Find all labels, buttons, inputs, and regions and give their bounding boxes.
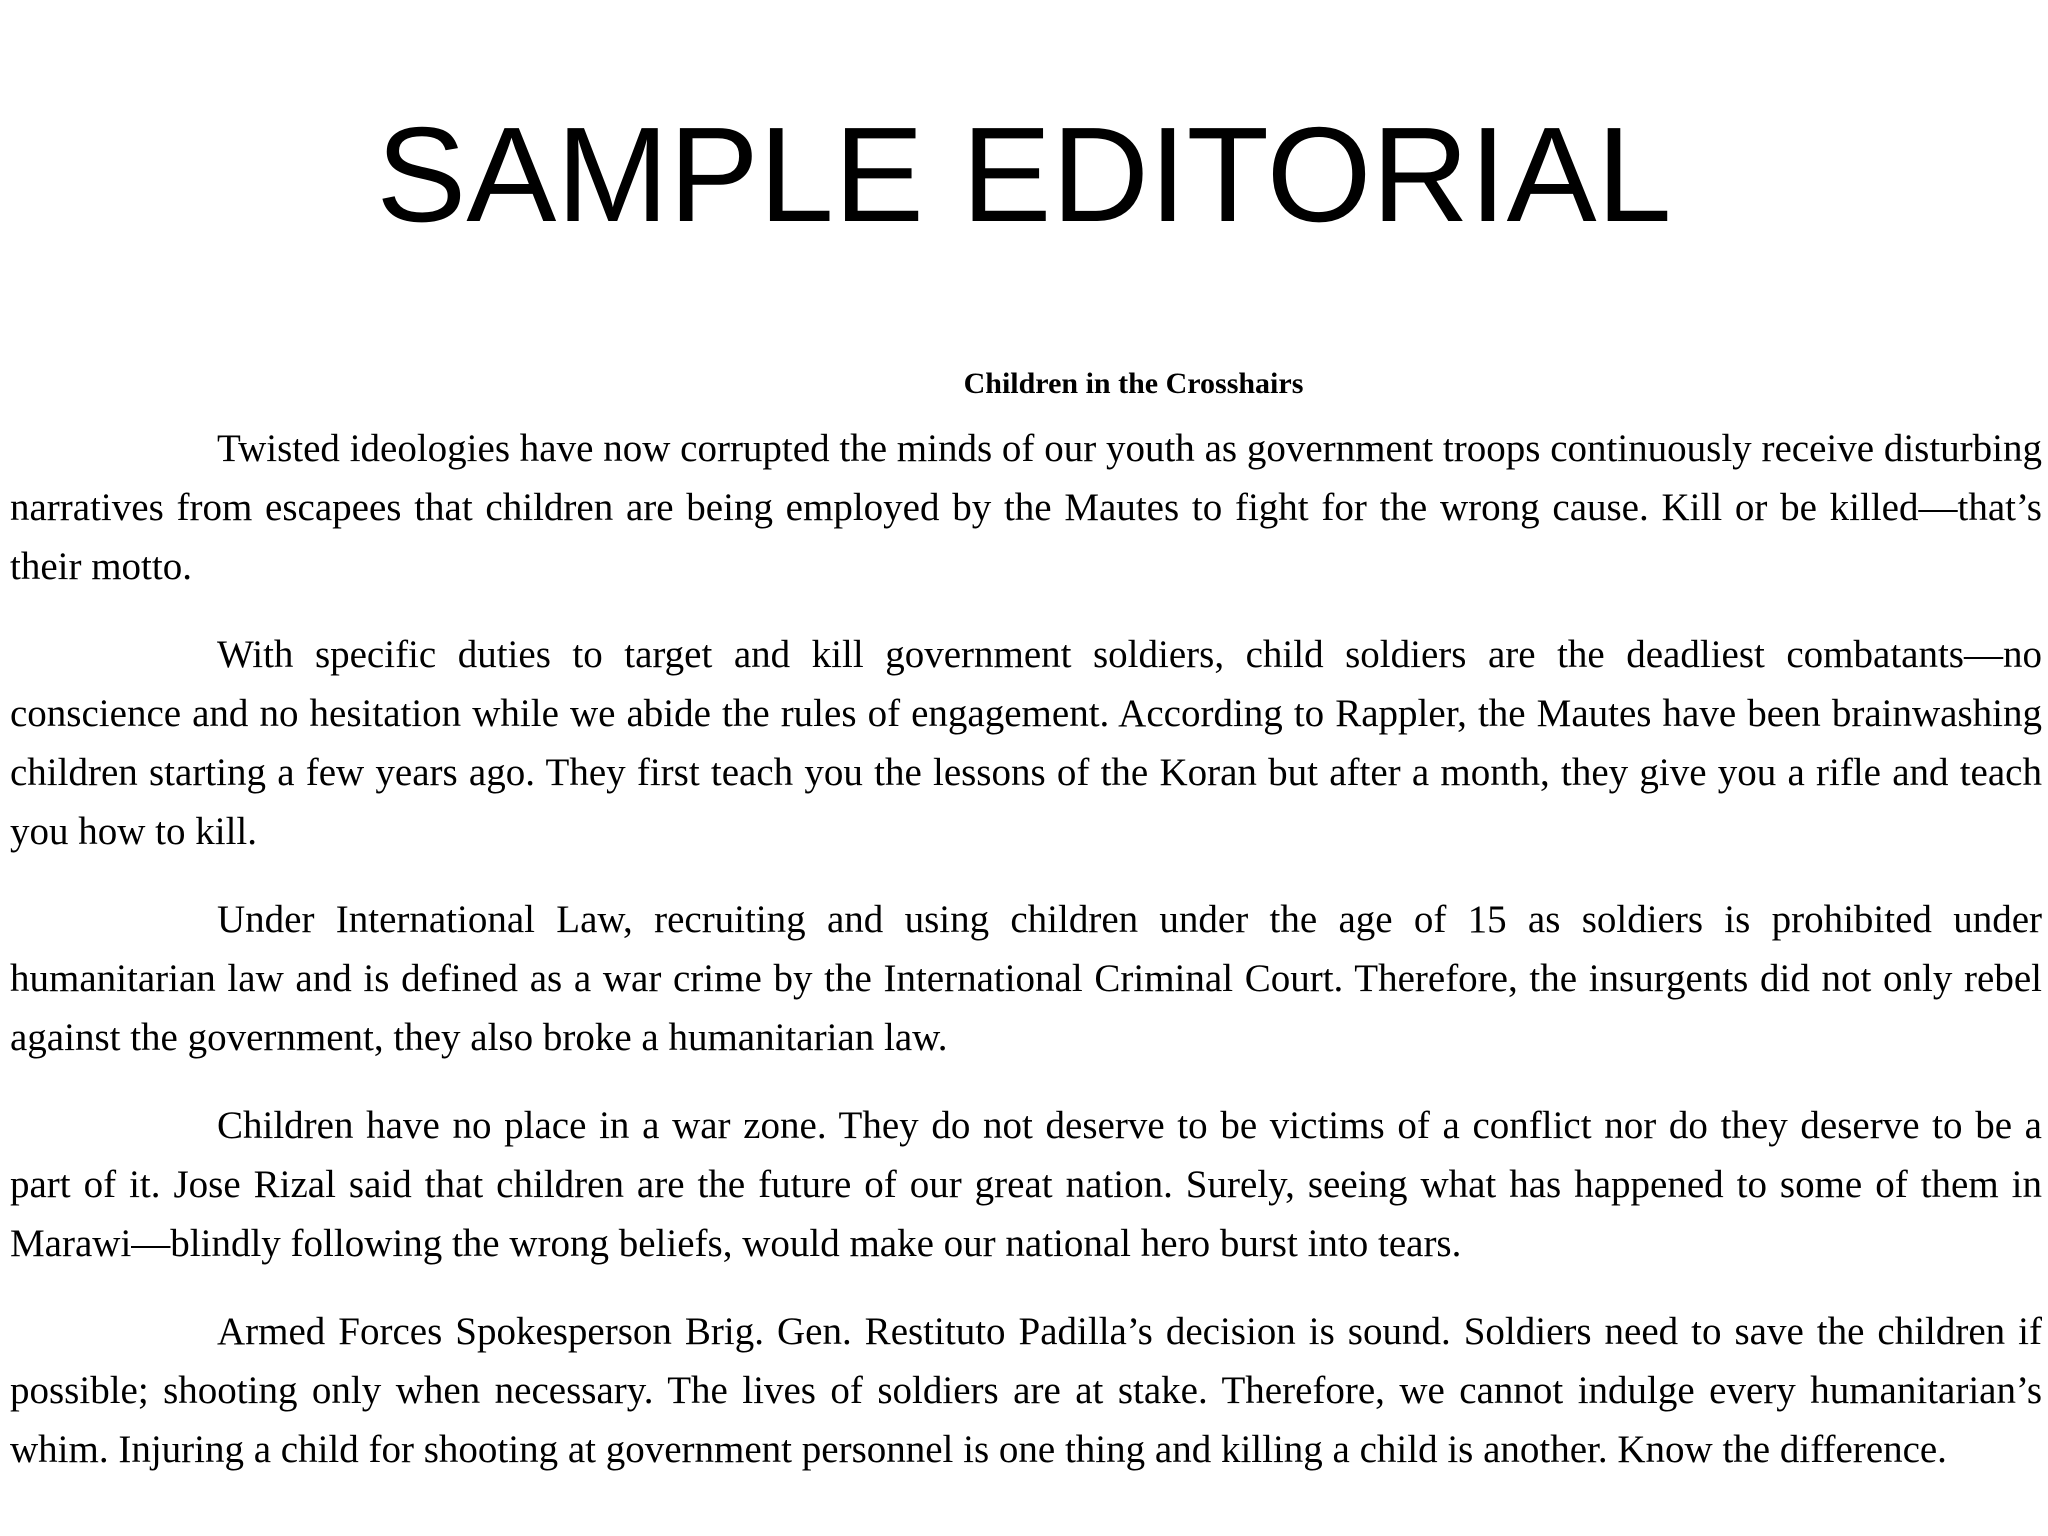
paragraph-2: With specific duties to target and kill government soldiers, child soldiers are the deadliest combatants—no conscience and no hesitation while we abide the rules of engagement. According to Rappler, the Mautes have been brainwashing children starting a few years ago. They first teach you the lessons of the Koran but after a month, they give you a rifle and teach you how to kill. [10, 633, 2042, 853]
editorial-article [10, 358, 2042, 1508]
paragraph-3: Under International Law, recruiting and using children under the age of 15 as soldiers is prohibited under humanitarian law and is defined as a war crime by the International Criminal Court. Therefore, the insurgents did not only rebel against the government, they also broke a humanitarian law. [10, 898, 2042, 1059]
paragraph-1: Twisted ideologies have now corrupted the minds of our youth as government troops continuously receive disturbing narratives from escapees that children are being employed by the Mautes to fight for the wrong cause. Kill or be killed—that’s their motto. [10, 427, 2042, 588]
paragraph-4: Children have no place in a war zone. They do not deserve to be victims of a conflict nor do they deserve to be a part of it. Jose Rizal said that children are the future of our great nation. Surely, seeing what has happened to some of them in Marawi—blindly following the wrong beliefs, would make our national hero burst into tears. [10, 1104, 2042, 1265]
paragraph-5: Armed Forces Spokesperson Brig. Gen. Restituto Padilla’s decision is sound. Soldiers need to save the children if possible; shooting only when necessary. The lives of soldiers are at stake. Therefore, we cannot indulge every humanitarian’s whim. Injuring a child for shooting at government personnel is one thing and killing a child is another. Know the difference. [10, 1310, 2042, 1471]
page-title: SAMPLE EDITORIAL [376, 99, 1672, 250]
article-title: Children in the Crosshairs [963, 367, 1304, 400]
